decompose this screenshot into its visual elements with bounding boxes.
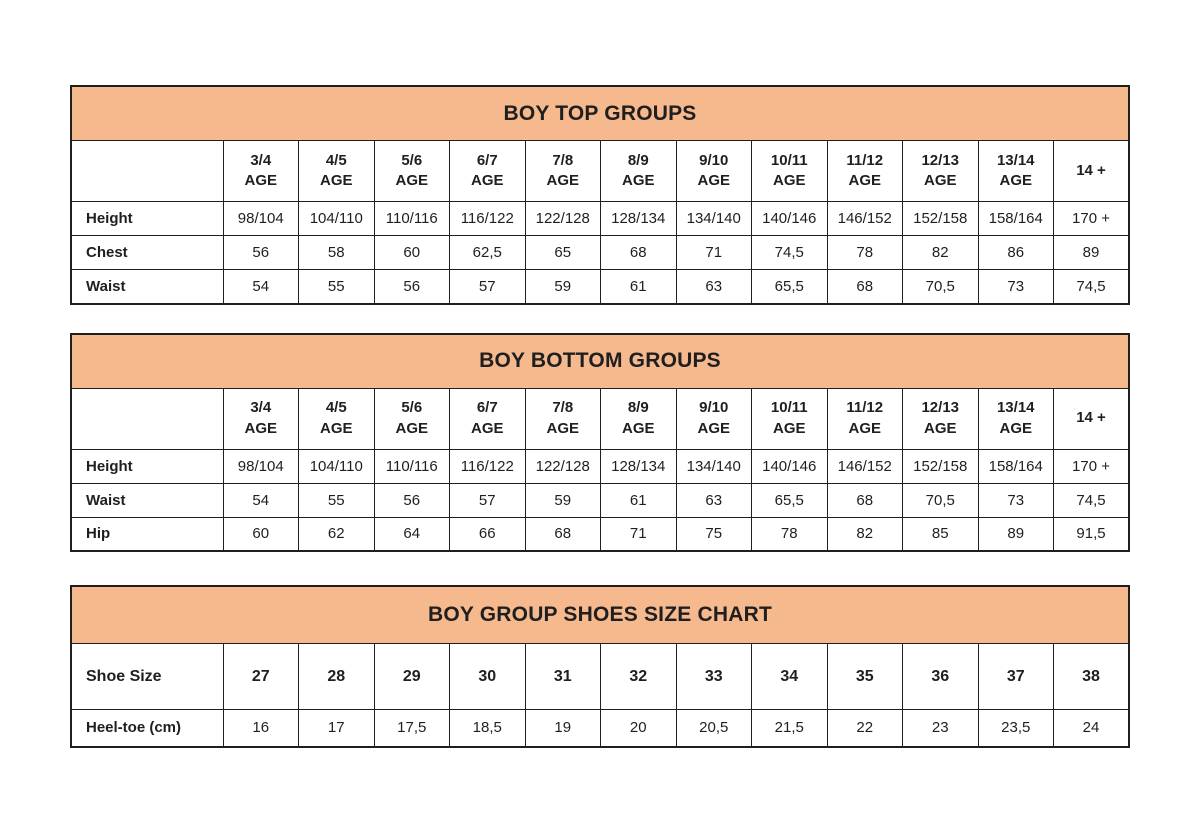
value-cell: 152/158: [903, 449, 979, 483]
shoes-size-chart-table: [70, 585, 1130, 748]
column-header-text: 27: [251, 667, 270, 685]
value-cell: 68: [827, 483, 903, 517]
title-band-row: [71, 586, 1129, 644]
value-cell: 134/140: [676, 449, 752, 483]
column-header-text: 13/14: [996, 399, 1035, 417]
boy-top-groups-table: [70, 85, 1130, 305]
value-cell: 17,5: [374, 710, 450, 747]
column-header-cell: [978, 388, 1054, 449]
value-cell: 60: [223, 517, 299, 551]
row-label-cell: Heel-toe (cm): [71, 710, 223, 747]
corner-cell: [71, 141, 223, 202]
value-cell: 57: [450, 270, 526, 304]
value-cell: 68: [601, 236, 677, 270]
column-header-subtext: AGE: [999, 419, 1032, 437]
value-cell: 110/116: [374, 449, 450, 483]
column-header-text: 9/10: [699, 151, 729, 169]
column-header-subtext: AGE: [848, 172, 881, 189]
value-cell: 61: [601, 270, 677, 304]
value-cell: 74,5: [1054, 270, 1130, 304]
column-header-cell: [752, 141, 828, 202]
value-cell: 122/128: [525, 202, 601, 236]
value-cell: 59: [525, 270, 601, 304]
column-header-subtext: AGE: [923, 419, 957, 437]
value-cell: 65,5: [752, 270, 828, 304]
column-header-text: 28: [327, 667, 346, 685]
value-cell: 56: [374, 483, 450, 517]
value-cell: 68: [525, 517, 601, 551]
corner-cell: [71, 388, 223, 449]
value-cell: 89: [1054, 236, 1130, 270]
value-cell: 170 +: [1054, 449, 1130, 483]
table-spacer: [70, 552, 1130, 585]
boy-bottom-groups-table: [70, 333, 1130, 553]
value-cell: 21,5: [752, 710, 828, 747]
column-header-cell: [676, 388, 752, 449]
column-header-cell: [978, 141, 1054, 202]
column-header-text: 8/9: [627, 399, 649, 417]
column-header-text: 5/6: [401, 399, 423, 417]
column-header-subtext: AGE: [244, 172, 277, 189]
column-header-text: 4/5: [325, 151, 347, 169]
value-cell: 71: [601, 517, 677, 551]
row-label-cell: Chest: [71, 236, 223, 270]
value-cell: 73: [978, 483, 1054, 517]
column-header-subtext: AGE: [848, 419, 881, 437]
column-header-text: 30: [478, 667, 497, 685]
value-cell: 70,5: [903, 483, 979, 517]
table-row: [71, 483, 1129, 517]
value-cell: 57: [450, 483, 526, 517]
column-header-subtext: AGE: [395, 419, 428, 437]
column-header-subtext: AGE: [697, 419, 730, 437]
column-header-cell: [1054, 388, 1130, 449]
value-cell: 146/152: [827, 202, 903, 236]
column-header-cell: [525, 141, 601, 202]
column-header-text: 12/13: [921, 399, 960, 417]
value-cell: 128/134: [601, 449, 677, 483]
value-cell: 59: [525, 483, 601, 517]
value-cell: 65,5: [752, 483, 828, 517]
column-header-cell: [827, 644, 903, 710]
column-header-subtext: AGE: [244, 419, 277, 437]
value-cell: 17: [299, 710, 375, 747]
column-header-cell: [299, 141, 375, 202]
column-header-text: 7/8: [552, 151, 574, 169]
value-cell: 152/158: [903, 202, 979, 236]
value-cell: 91,5: [1054, 517, 1130, 551]
column-header-cell: [223, 388, 299, 449]
column-header-subtext: AGE: [697, 172, 730, 189]
value-cell: 61: [601, 483, 677, 517]
column-header-cell: [752, 644, 828, 710]
table-row: [71, 710, 1129, 747]
age-header-row: [71, 141, 1129, 202]
value-cell: 85: [903, 517, 979, 551]
value-cell: 22: [827, 710, 903, 747]
value-cell: 60: [374, 236, 450, 270]
column-header-cell: [1054, 141, 1130, 202]
column-header-text: 35: [855, 667, 874, 685]
table-row: [71, 517, 1129, 551]
column-header-text: 29: [402, 667, 421, 685]
column-header-text: 10/11: [770, 151, 808, 169]
value-cell: 122/128: [525, 449, 601, 483]
value-cell: 23: [903, 710, 979, 747]
row-label-cell: Height: [71, 449, 223, 483]
value-cell: 23,5: [978, 710, 1054, 747]
value-cell: 62,5: [450, 236, 526, 270]
table-title: BOY GROUP SHOES SIZE CHART: [71, 586, 1129, 644]
column-header-subtext: AGE: [546, 419, 579, 437]
value-cell: 55: [299, 483, 375, 517]
column-header-cell: [903, 141, 979, 202]
row-label-cell: Waist: [71, 483, 223, 517]
column-header-text: 12/13: [921, 151, 960, 169]
column-header-cell: [1054, 644, 1130, 710]
value-cell: 56: [223, 236, 299, 270]
column-header-cell: [752, 388, 828, 449]
column-header-text: 11/12: [846, 151, 884, 169]
column-header-cell: [299, 388, 375, 449]
column-header-text: 3/4: [250, 151, 272, 169]
column-header-text: 10/11: [770, 399, 808, 417]
column-header-text: 5/6: [401, 151, 423, 169]
table-spacer: [70, 305, 1130, 333]
value-cell: 128/134: [601, 202, 677, 236]
column-header-text: 37: [1006, 667, 1025, 685]
table-title: BOY BOTTOM GROUPS: [71, 334, 1129, 389]
age-header-row: [71, 388, 1129, 449]
value-cell: 104/110: [299, 202, 375, 236]
value-cell: 78: [752, 517, 828, 551]
value-cell: 68: [827, 270, 903, 304]
value-cell: 140/146: [752, 202, 828, 236]
value-cell: 73: [978, 270, 1054, 304]
column-header-cell: [827, 141, 903, 202]
value-cell: 140/146: [752, 449, 828, 483]
column-header-text: 4/5: [325, 399, 347, 417]
column-header-cell: [601, 388, 677, 449]
column-header-cell: [827, 388, 903, 449]
column-header-subtext: AGE: [999, 172, 1032, 189]
title-band-row: [71, 86, 1129, 141]
column-header-subtext: AGE: [395, 172, 428, 189]
table-row: [71, 236, 1129, 270]
value-cell: 66: [450, 517, 526, 551]
shoe-size-header-row: [71, 644, 1129, 710]
column-header-cell: [525, 388, 601, 449]
value-cell: 89: [978, 517, 1054, 551]
column-header-subtext: AGE: [470, 172, 504, 189]
value-cell: 16: [223, 710, 299, 747]
value-cell: 134/140: [676, 202, 752, 236]
column-header-cell: [903, 644, 979, 710]
value-cell: 98/104: [223, 202, 299, 236]
value-cell: 86: [978, 236, 1054, 270]
column-header-cell: [601, 141, 677, 202]
column-header-text: 32: [629, 667, 648, 685]
value-cell: 54: [223, 483, 299, 517]
column-header-text: 9/10: [699, 399, 729, 417]
column-header-cell: [450, 388, 526, 449]
value-cell: 62: [299, 517, 375, 551]
column-header-text: 7/8: [552, 399, 574, 417]
column-header-subtext: AGE: [319, 172, 353, 189]
value-cell: 18,5: [450, 710, 526, 747]
column-header-subtext: AGE: [923, 172, 957, 189]
value-cell: 20: [601, 710, 677, 747]
value-cell: 146/152: [827, 449, 903, 483]
value-cell: 58: [299, 236, 375, 270]
column-header-cell: [374, 141, 450, 202]
column-header-text: 8/9: [627, 151, 649, 169]
column-header-cell: [450, 644, 526, 710]
table-title: BOY TOP GROUPS: [71, 86, 1129, 141]
row-label-cell: Waist: [71, 270, 223, 304]
value-cell: 110/116: [374, 202, 450, 236]
column-header-text: 34: [780, 667, 799, 685]
column-header-text: 36: [931, 667, 950, 685]
column-header-text: 31: [553, 667, 572, 685]
value-cell: 74,5: [752, 236, 828, 270]
column-header-cell: [601, 644, 677, 710]
value-cell: 82: [827, 517, 903, 551]
table-row: [71, 202, 1129, 236]
column-header-cell: [903, 388, 979, 449]
column-header-cell: [978, 644, 1054, 710]
value-cell: 71: [676, 236, 752, 270]
value-cell: 55: [299, 270, 375, 304]
value-cell: 74,5: [1054, 483, 1130, 517]
size-charts-page: [70, 0, 1130, 748]
value-cell: 63: [676, 483, 752, 517]
column-header-subtext: AGE: [621, 172, 655, 189]
column-header-subtext: AGE: [319, 419, 353, 437]
column-header-cell: [374, 388, 450, 449]
table-row: [71, 270, 1129, 304]
value-cell: 64: [374, 517, 450, 551]
row-label-cell: Hip: [71, 517, 223, 551]
row-label-cell: Height: [71, 202, 223, 236]
column-header-text: 14 +: [1076, 161, 1106, 179]
value-cell: 24: [1054, 710, 1130, 747]
column-header-text: 33: [704, 667, 723, 685]
column-header-cell: [525, 644, 601, 710]
value-cell: 170 +: [1054, 202, 1130, 236]
column-header-text: 38: [1082, 667, 1100, 685]
column-header-cell: [223, 644, 299, 710]
value-cell: 98/104: [223, 449, 299, 483]
value-cell: 56: [374, 270, 450, 304]
column-header-text: 3/4: [250, 399, 272, 417]
column-header-text: 6/7: [476, 151, 498, 169]
column-header-cell: [450, 141, 526, 202]
value-cell: 116/122: [450, 202, 526, 236]
column-header-subtext: AGE: [772, 419, 806, 437]
value-cell: 19: [525, 710, 601, 747]
column-header-subtext: AGE: [470, 419, 504, 437]
value-cell: 116/122: [450, 449, 526, 483]
column-header-subtext: AGE: [621, 419, 655, 437]
column-header-cell: [374, 644, 450, 710]
table-row: [71, 449, 1129, 483]
value-cell: 78: [827, 236, 903, 270]
column-header-cell: [676, 141, 752, 202]
column-header-subtext: AGE: [546, 172, 579, 189]
value-cell: 63: [676, 270, 752, 304]
column-header-text: 11/12: [846, 399, 884, 417]
column-header-cell: [676, 644, 752, 710]
value-cell: 158/164: [978, 202, 1054, 236]
value-cell: 65: [525, 236, 601, 270]
value-cell: 20,5: [676, 710, 752, 747]
column-header-cell: [299, 644, 375, 710]
value-cell: 158/164: [978, 449, 1054, 483]
column-header-text: 13/14: [996, 151, 1035, 169]
column-header-subtext: AGE: [772, 172, 806, 189]
value-cell: 54: [223, 270, 299, 304]
value-cell: 82: [903, 236, 979, 270]
column-header-cell: [223, 141, 299, 202]
row-label-cell: Shoe Size: [71, 644, 223, 710]
column-header-text: 14 +: [1076, 409, 1106, 427]
column-header-text: 6/7: [476, 399, 498, 417]
value-cell: 75: [676, 517, 752, 551]
title-band-row: [71, 334, 1129, 389]
value-cell: 70,5: [903, 270, 979, 304]
value-cell: 104/110: [299, 449, 375, 483]
